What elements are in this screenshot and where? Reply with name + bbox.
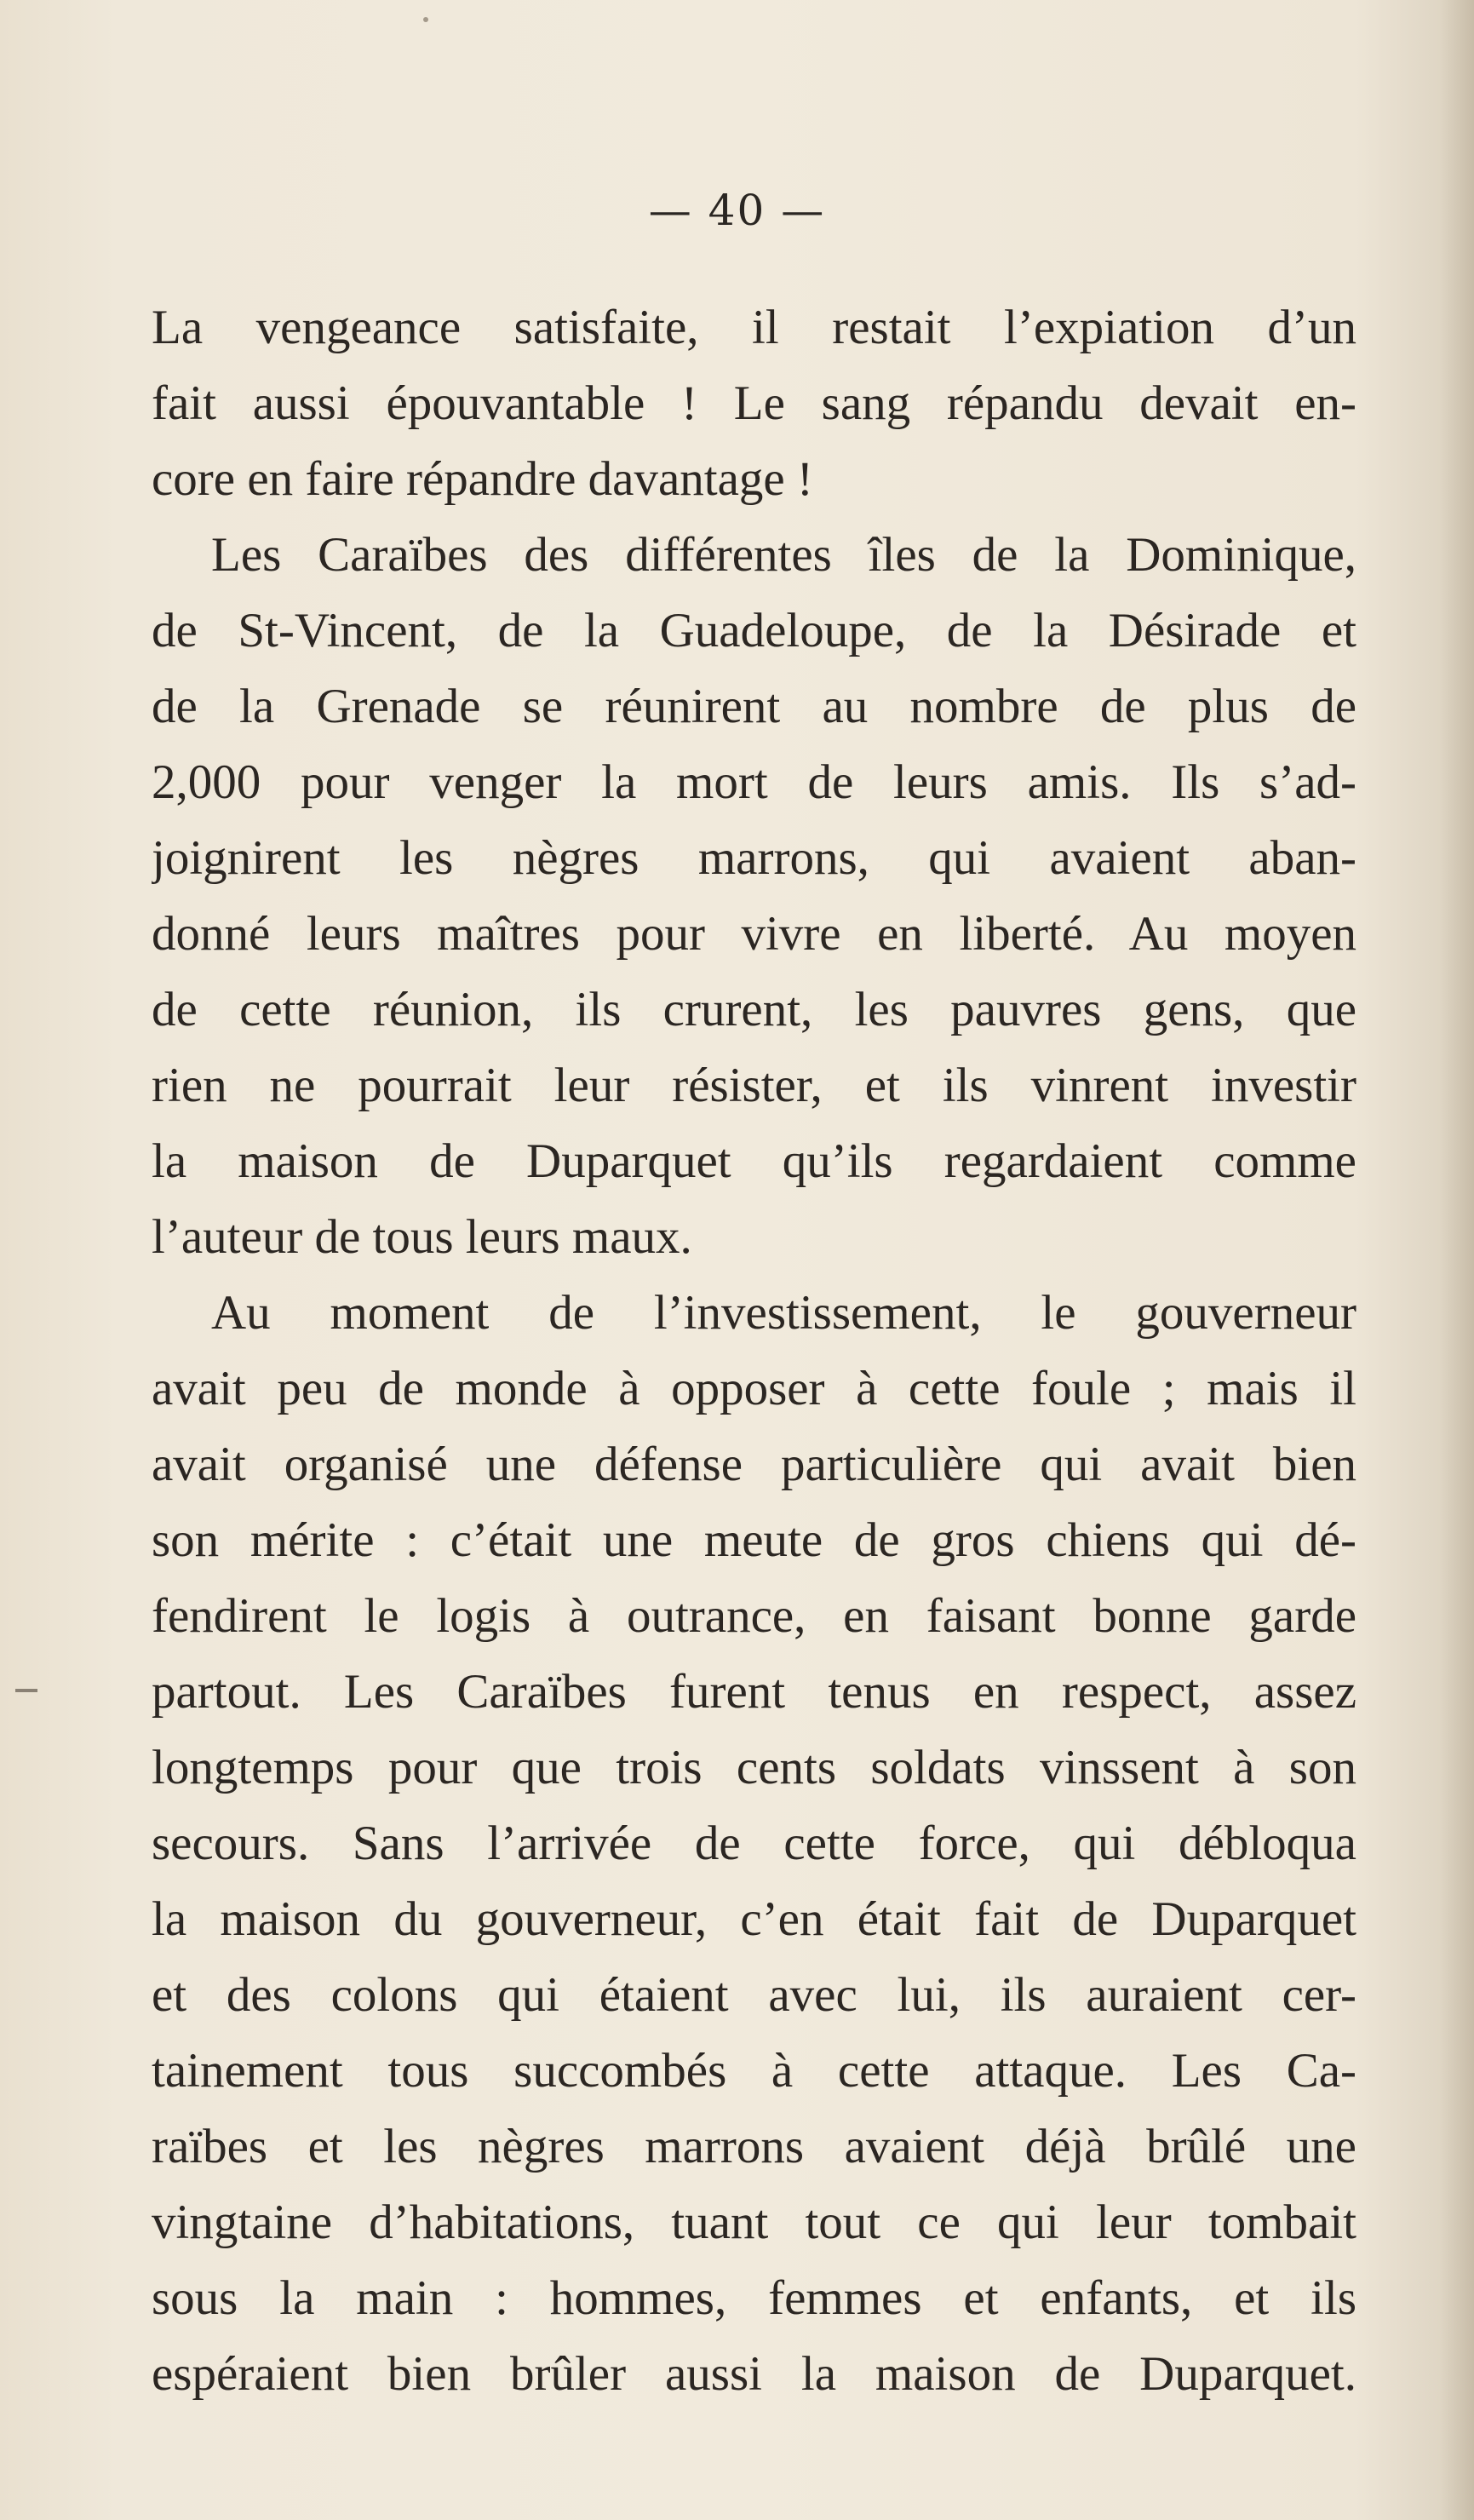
margin-mark bbox=[15, 1689, 37, 1692]
text-line: sous la main : hommes, femmes et enfants, et ils bbox=[152, 2271, 1356, 2325]
text-line: et des colons qui étaient avec lui, ils auraient cer- bbox=[152, 1968, 1356, 2022]
text-line: joignirent les nègres marrons, qui avaient aban- bbox=[152, 831, 1356, 885]
text-line: donné leurs maîtres pour vivre en liberté. Au moyen bbox=[152, 907, 1356, 961]
text-line: son mérite : c’était une meute de gros chiens qui dé- bbox=[152, 1513, 1356, 1567]
text-line: de la Grenade se réunirent au nombre de plus de bbox=[152, 680, 1356, 733]
text-line: Au moment de l’investissement, le gouverneur bbox=[211, 1286, 1356, 1340]
text-line: Les Caraïbes des différentes îles de la Dominique, bbox=[211, 528, 1356, 582]
text-line: avait peu de monde à opposer à cette foule ; mais il bbox=[152, 1362, 1356, 1415]
text-line: raïbes et les nègres marrons avaient déjà brûlé une bbox=[152, 2120, 1356, 2173]
text-line: espéraient bien brûler aussi la maison de Duparquet. bbox=[152, 2347, 1356, 2401]
text-line: vingtaine d’habitations, tuant tout ce qui leur tombait bbox=[152, 2196, 1356, 2249]
text-line: 2,000 pour venger la mort de leurs amis. Ils s’ad- bbox=[152, 755, 1356, 809]
text-line: l’auteur de tous leurs maux. bbox=[152, 1210, 692, 1264]
text-line: core en faire répandre davantage ! bbox=[152, 452, 813, 506]
text-line: longtemps pour que trois cents soldats vinssent à son bbox=[152, 1741, 1356, 1794]
text-line: fait aussi épouvantable ! Le sang répandu devait en- bbox=[152, 376, 1356, 430]
body-text bbox=[152, 290, 1356, 2412]
text-line: secours. Sans l’arrivée de cette force, qui débloqua bbox=[152, 1817, 1356, 1870]
text-line: de cette réunion, ils crurent, les pauvres gens, que bbox=[152, 983, 1356, 1036]
paper-speck bbox=[423, 17, 428, 22]
text-line: La vengeance satisfaite, il restait l’expiation d’un bbox=[152, 301, 1356, 354]
text-line: partout. Les Caraïbes furent tenus en respect, assez bbox=[152, 1665, 1356, 1719]
text-line: avait organisé une défense particulière qui avait bien bbox=[152, 1438, 1356, 1491]
text-line: de St-Vincent, de la Guadeloupe, de la Désirade et bbox=[152, 604, 1356, 657]
text-line: fendirent le logis à outrance, en faisant bonne garde bbox=[152, 1589, 1356, 1643]
text-line: tainement tous succombés à cette attaque. Les Ca- bbox=[152, 2044, 1356, 2098]
text-line: la maison du gouverneur, c’en était fait de Duparquet bbox=[152, 1892, 1356, 1946]
page-edge-shadow bbox=[1440, 0, 1474, 2520]
page-number: — 40 — bbox=[648, 186, 826, 235]
text-line: rien ne pourrait leur résister, et ils vinrent investir bbox=[152, 1059, 1356, 1112]
text-line: la maison de Duparquet qu’ils regardaient comme bbox=[152, 1134, 1356, 1188]
